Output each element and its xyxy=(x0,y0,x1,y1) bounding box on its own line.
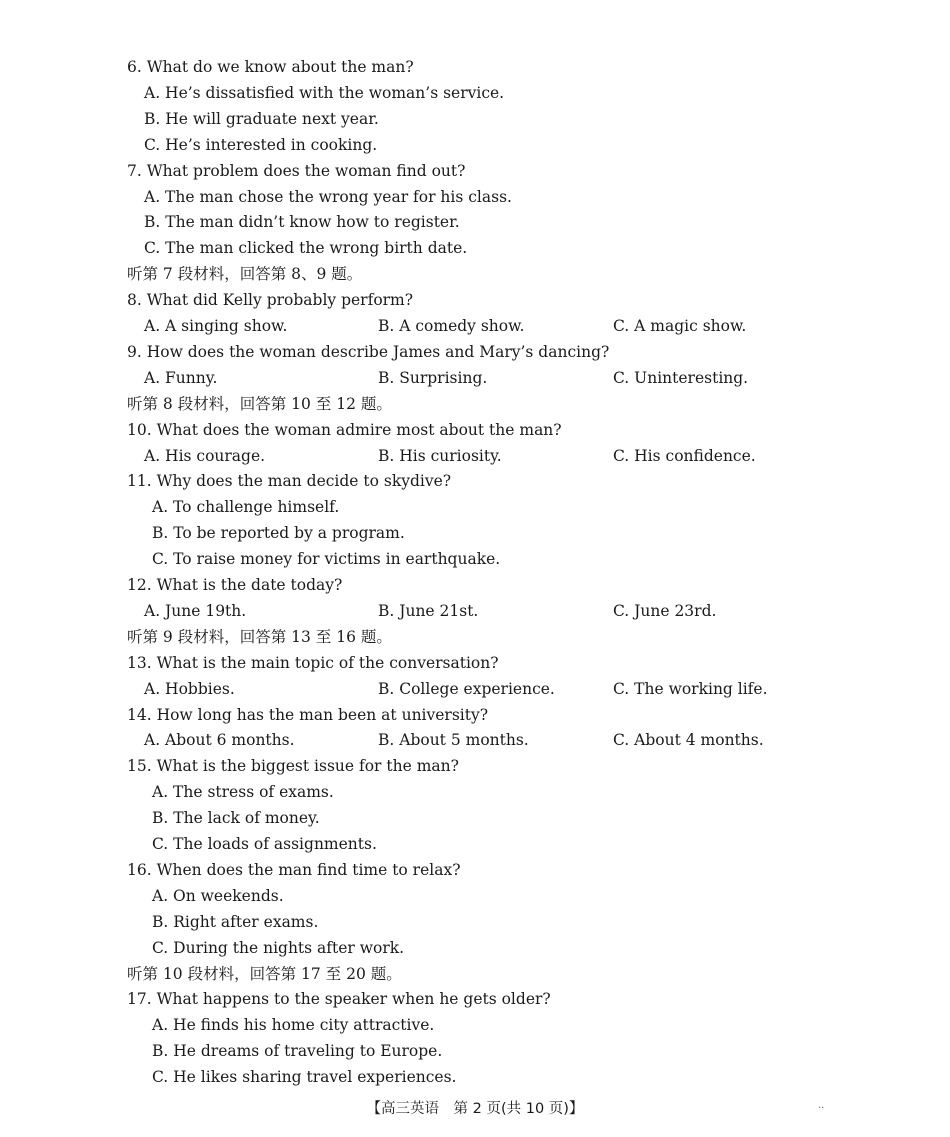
section-instruction: 听第 8 段材料，回答第 10 至 12 题。 xyxy=(127,394,392,413)
answer-option: B. His curiosity. xyxy=(378,446,502,465)
answer-option: C. He likes sharing travel experiences. xyxy=(152,1068,457,1087)
answer-option: C. About 4 months. xyxy=(613,731,764,750)
question-stem: 12. What is the date today? xyxy=(127,576,343,594)
answer-option: B. The lack of money. xyxy=(152,809,320,828)
question-stem: 6. What do we know about the man? xyxy=(127,58,414,76)
answer-option: A. He’s dissatisfied with the woman’s service. xyxy=(144,83,505,102)
question-stem: 10. What does the woman admire most about the man? xyxy=(127,420,562,439)
answer-option: B. The man didn’t know how to register. xyxy=(144,213,460,232)
answer-option: C. The man clicked the wrong birth date. xyxy=(144,239,468,258)
answer-option: A. To challenge himself. xyxy=(152,498,340,517)
answer-option: C. During the nights after work. xyxy=(152,938,405,957)
question-stem: 13. What is the main topic of the conversation? xyxy=(127,653,499,672)
question-stem: 15. What is the biggest issue for the man? xyxy=(127,757,459,776)
section-instruction: 听第 9 段材料，回答第 13 至 16 题。 xyxy=(127,627,392,646)
answer-option: B. College experience. xyxy=(378,679,555,698)
answer-option: B. About 5 months. xyxy=(378,731,529,750)
corner-mark: .. xyxy=(818,1100,825,1111)
answer-option: A. Funny. xyxy=(144,368,218,387)
answer-option: B. Right after exams. xyxy=(152,912,319,931)
answer-option: C. The working life. xyxy=(613,679,768,698)
answer-option: C. He’s interested in cooking. xyxy=(144,135,378,154)
answer-option: B. Surprising. xyxy=(378,368,488,387)
answer-option: C. The loads of assignments. xyxy=(152,835,377,853)
section-instruction: 听第 7 段材料，回答第 8、9 题。 xyxy=(127,265,363,284)
question-stem: 14. How long has the man been at university? xyxy=(127,705,489,724)
question-stem: 8. What did Kelly probably perform? xyxy=(127,291,414,310)
page-footer: 【高三英语 第 2 页(共 10 页)】 xyxy=(366,1101,584,1117)
answer-option: B. To be reported by a program. xyxy=(152,524,405,543)
answer-option: A. He finds his home city attractive. xyxy=(152,1016,435,1035)
question-stem: 11. Why does the man decide to skydive? xyxy=(127,472,452,491)
question-stem: 16. When does the man find time to relax? xyxy=(127,860,461,879)
section-instruction: 听第 10 段材料，回答第 17 至 20 题。 xyxy=(127,964,402,983)
question-stem: 17. What happens to the speaker when he gets older? xyxy=(127,990,551,1009)
answer-option: C. June 23rd. xyxy=(613,601,717,620)
answer-option: B. A comedy show. xyxy=(378,317,525,335)
answer-option: B. He dreams of traveling to Europe. xyxy=(152,1042,443,1061)
answer-option: B. He will graduate next year. xyxy=(144,109,379,128)
answer-option: A. His courage. xyxy=(144,446,266,465)
answer-option: C. Uninteresting. xyxy=(613,368,749,387)
answer-option: A. June 19th. xyxy=(144,601,247,620)
question-stem: 9. How does the woman describe James and Mary’s dancing? xyxy=(127,342,610,361)
answer-option: A. On weekends. xyxy=(152,886,284,905)
answer-option: C. His confidence. xyxy=(613,446,756,465)
question-stem: 7. What problem does the woman find out? xyxy=(127,161,466,180)
answer-option: C. A magic show. xyxy=(613,317,747,335)
answer-option: A. The man chose the wrong year for his class. xyxy=(144,187,512,206)
answer-option: A. About 6 months. xyxy=(144,731,295,750)
answer-option: A. Hobbies. xyxy=(144,679,235,698)
answer-option: A. A singing show. xyxy=(144,317,288,335)
answer-option: A. The stress of exams. xyxy=(152,783,334,802)
answer-option: C. To raise money for victims in earthquake. xyxy=(152,550,501,569)
answer-option: B. June 21st. xyxy=(378,601,479,620)
